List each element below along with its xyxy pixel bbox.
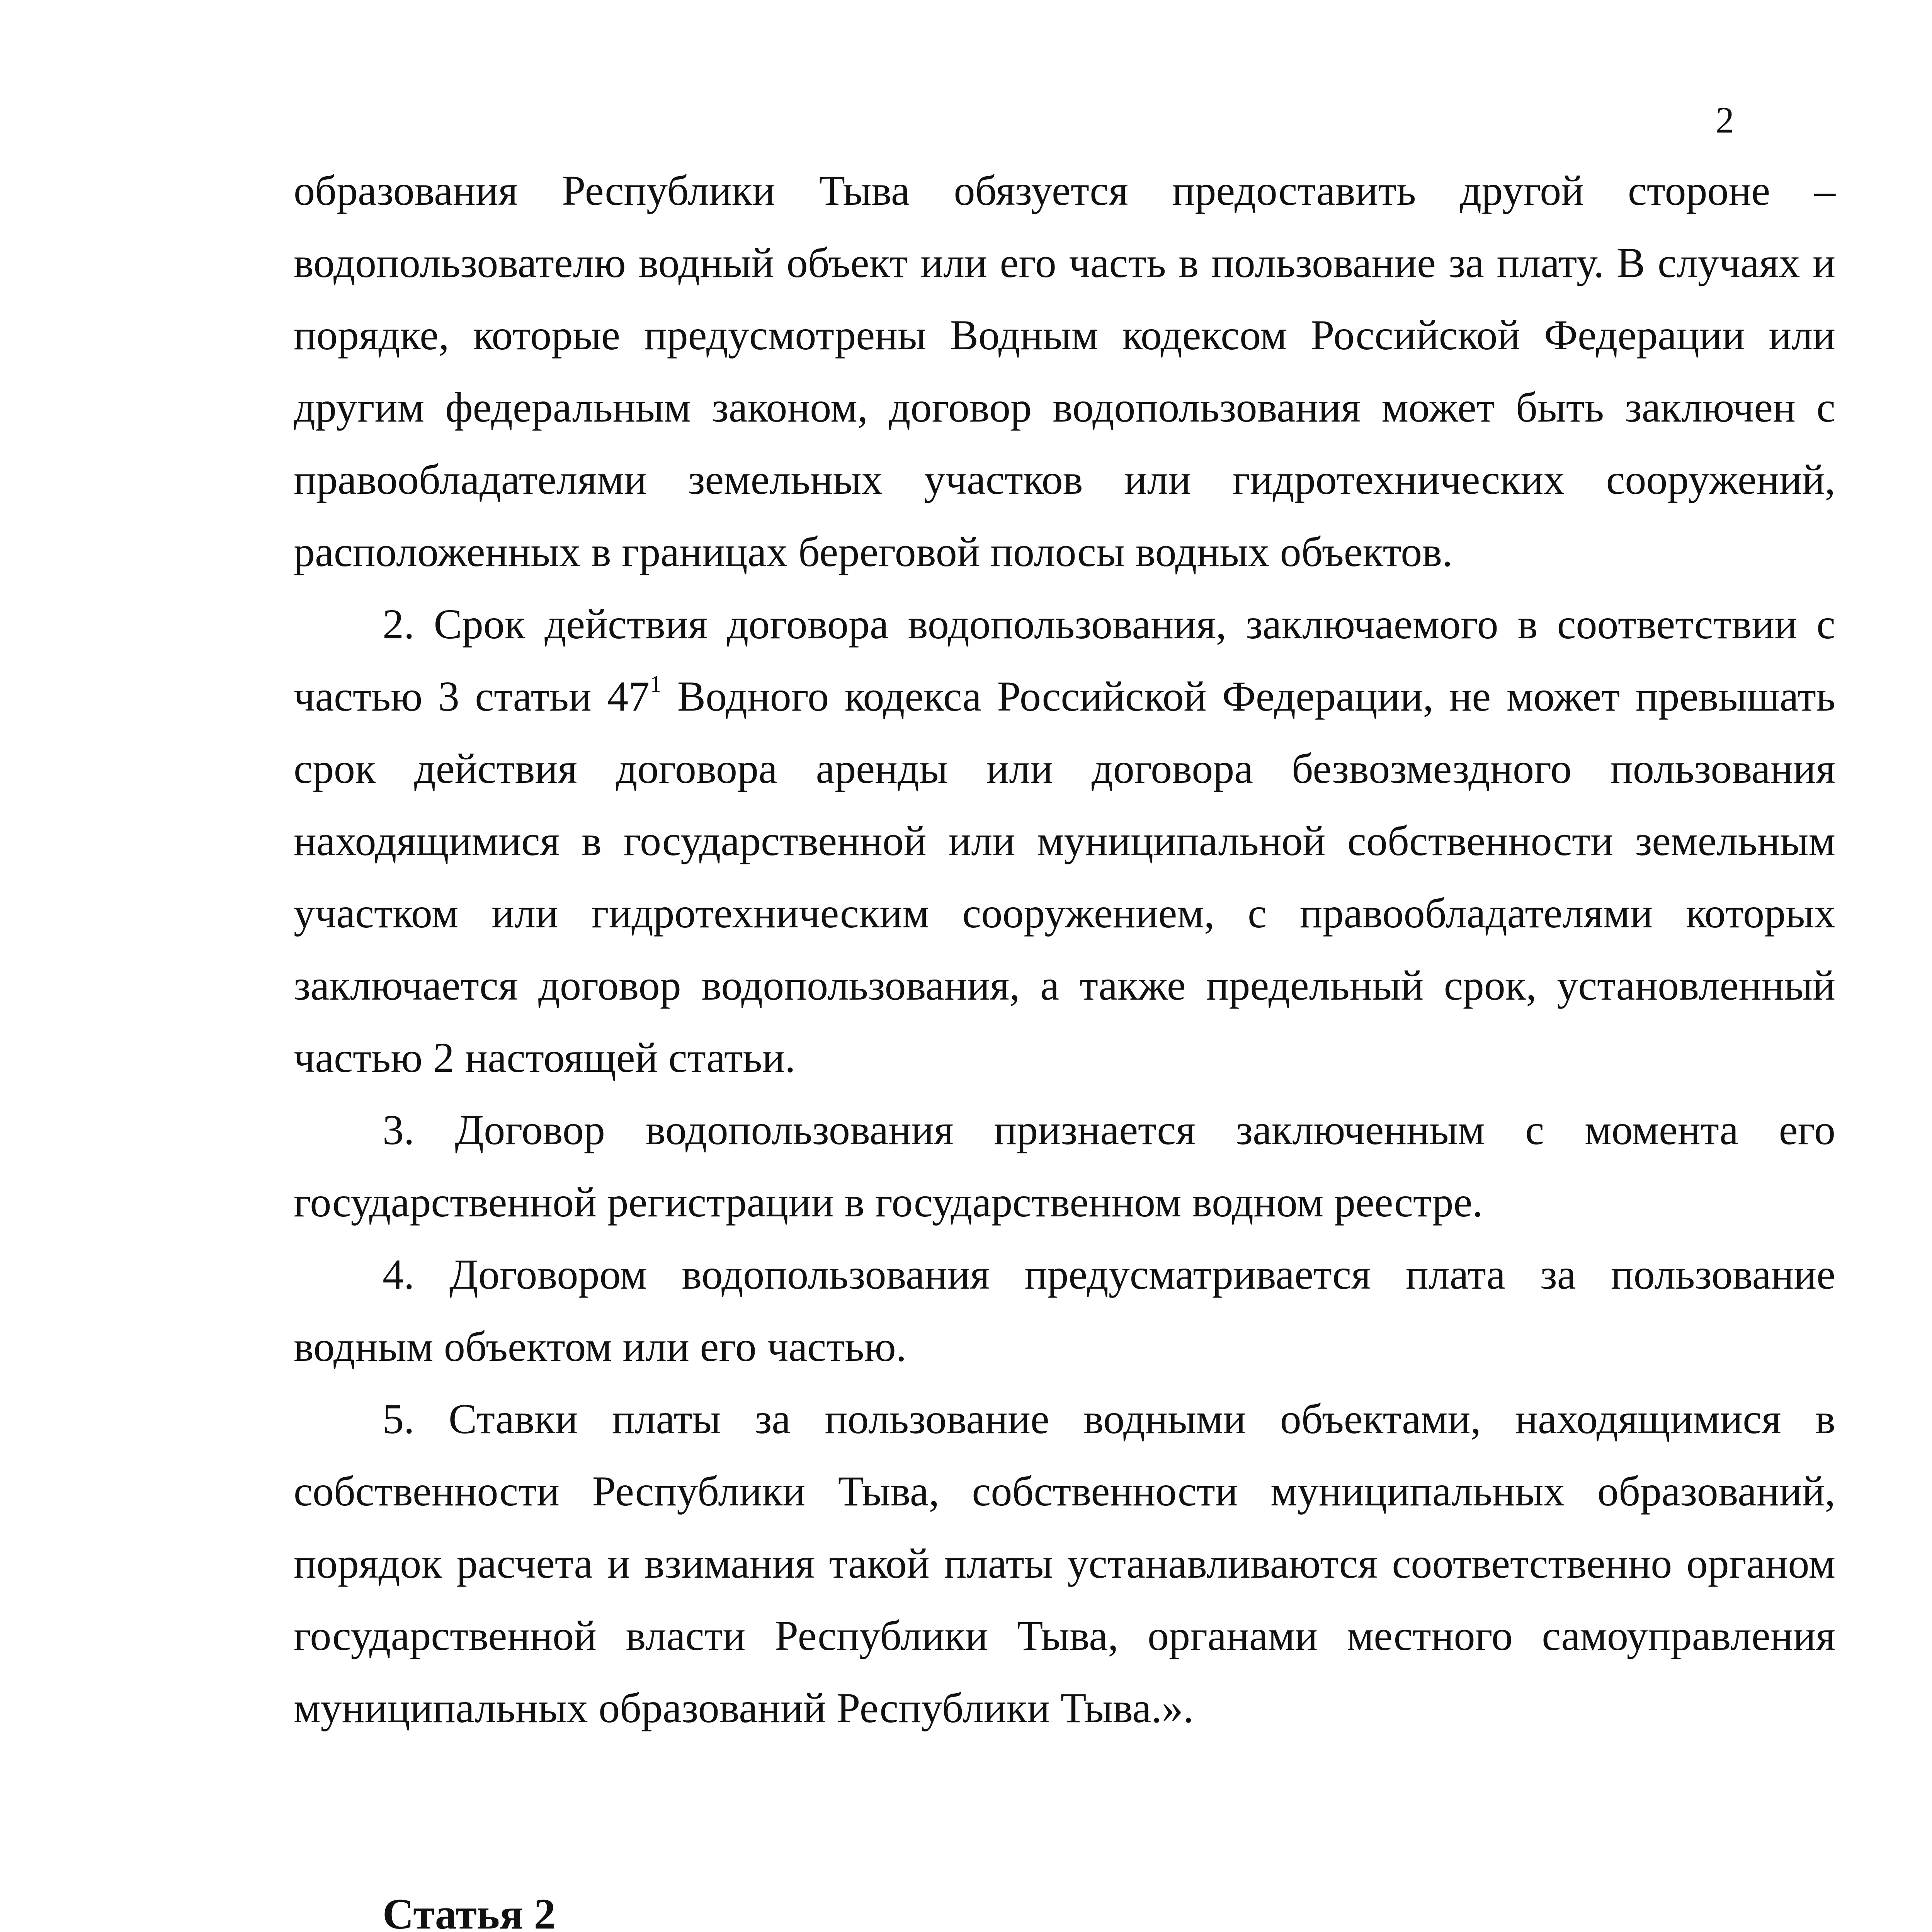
paragraph-2 bbox=[294, 588, 1835, 1094]
law-body bbox=[294, 155, 1835, 1744]
page-number: 2 bbox=[1716, 99, 1734, 141]
paragraph-4: 4. Договором водопользования предусматривается плата за пользование водным объектом или его частью. bbox=[294, 1251, 1835, 1370]
article-title: Статья 2 bbox=[383, 1890, 556, 1932]
superscript: 1 bbox=[650, 671, 662, 698]
paragraph-5: 5. Ставки платы за пользование водными объектами, находящимися в собственности Республики Тыва, собственности муниципальных образований, порядок расчета и взимания такой платы устанавливаются соответственно органом государственной власти Республики Тыва, органами местного самоуправления муниципальных образований Республики Тыва.». bbox=[294, 1395, 1835, 1731]
paragraph-continuation: образования Республики Тыва обязуется предоставить другой стороне – водопользователю водный объект или его часть в пользование за плату. В случаях и порядке, которые предусмотрены Водным кодексом Российской Федерации или другим федеральным законом, договор водопользования может быть заключен с правообладателями земельных участков или гидротехнических сооружений, расположенных в границах береговой полосы водных объектов. bbox=[294, 167, 1835, 575]
paragraph-2-end: Водного кодекса Российской Федерации, не может превышать срок действия договора аренды или договора безвозмездного пользования находящимися в государственной или муниципальной собственности земельным участком или гидротехническим сооружением, с правообладателями которых заключается договор водопользования, а также предельный срок, установленный частью 2 настоящей статьи. bbox=[294, 673, 1835, 1081]
paragraph-3: 3. Договор водопользования признается заключенным с момента его государственной регистрации в государственном водном реестре. bbox=[294, 1106, 1835, 1226]
paragraph-2-start: 2. Срок действия договора водопользования, заключаемого в соответствии с частью 3 статьи 47 bbox=[294, 600, 1835, 720]
